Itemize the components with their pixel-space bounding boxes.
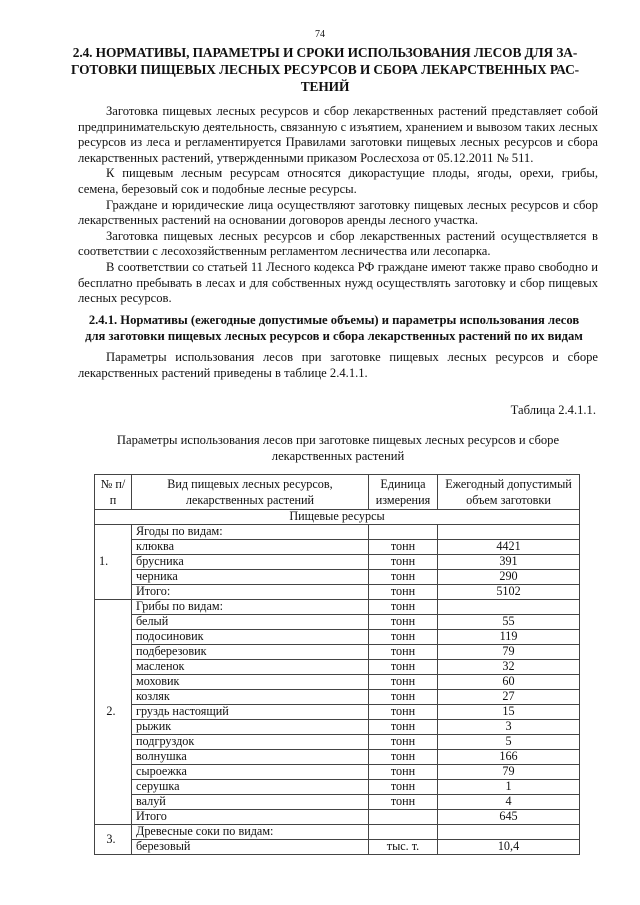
- table-row: [95, 660, 580, 675]
- table-row: [95, 585, 580, 600]
- section-title: [62, 44, 588, 95]
- header-kind: Вид пищевых лесных ресурсов, лекарственных растений: [132, 475, 369, 510]
- resource-name: подгруздок: [132, 735, 369, 750]
- resource-unit: тонн: [369, 675, 438, 690]
- resource-value: 3: [438, 720, 580, 735]
- table-section-row: [95, 510, 580, 525]
- group-unit: тонн: [369, 600, 438, 615]
- table-row: [95, 570, 580, 585]
- resource-name: подосиновик: [132, 630, 369, 645]
- table-row: [95, 720, 580, 735]
- group-number: 3.: [95, 825, 132, 855]
- table-row: [95, 765, 580, 780]
- table-title: Параметры использования лесов при заготовке пищевых лесных ресурсов и сборе лекарственных растений: [116, 433, 560, 463]
- resource-unit: тонн: [369, 540, 438, 555]
- table-row: [95, 555, 580, 570]
- resource-unit: тонн: [369, 645, 438, 660]
- table-row: [95, 780, 580, 795]
- resource-unit: тонн: [369, 690, 438, 705]
- resource-name: козляк: [132, 690, 369, 705]
- paragraph: Заготовка пищевых лесных ресурсов и сбор лекарственных растений представляет собой предпринимательскую деятельность, связанную с изъятием, хранением и вывозом таких лесных ресурсов из леса и регламентируется Правилами заготовки пищевых лесных ресурсов и сбора лекарственных растений, утвержденными приказом Рослесхоза от 05.12.2011 № 511.: [78, 104, 598, 165]
- table-row: [95, 810, 580, 825]
- table-group-row: [95, 600, 580, 615]
- resource-name: Итого:: [132, 585, 369, 600]
- resource-name: волнушка: [132, 750, 369, 765]
- resource-value: 166: [438, 750, 580, 765]
- table-group-row: [95, 825, 580, 840]
- paragraph: В соответствии со статьей 11 Лесного кодекса РФ граждане имеют также право свободно и бесплатно пребывать в лесах и для собственных нужд осуществлять заготовку и сбор пищевых лесных ресурсов.: [78, 259, 598, 306]
- table-row: [95, 705, 580, 720]
- resource-name: груздь настоящий: [132, 705, 369, 720]
- resources-table: [94, 474, 580, 855]
- group-number: 1.: [95, 525, 132, 600]
- section-title-line: ТЕНИЙ: [300, 79, 350, 94]
- section-row-label: Пищевые ресурсы: [95, 510, 580, 525]
- resource-name: серушка: [132, 780, 369, 795]
- subsection-title-line: 2.4.1. Нормативы (ежегодные допустимые объемы) и параметры использования лесов: [88, 313, 580, 327]
- table-header-row: [95, 475, 580, 510]
- table-row: [95, 630, 580, 645]
- resource-value: 27: [438, 690, 580, 705]
- paragraph: Заготовка пищевых лесных ресурсов и сбор лекарственных растений осуществляется в соответствии с лесохозяйственным регламентом лесничества или лесопарка.: [78, 228, 598, 259]
- resource-value: 60: [438, 675, 580, 690]
- resource-unit: тонн: [369, 780, 438, 795]
- resource-name: валуй: [132, 795, 369, 810]
- resource-name: березовый: [132, 840, 369, 855]
- resource-unit: тонн: [369, 795, 438, 810]
- group-value: [438, 600, 580, 615]
- resource-unit: тонн: [369, 750, 438, 765]
- resource-value: 79: [438, 645, 580, 660]
- group-title: Древесные соки по видам:: [132, 825, 369, 840]
- table-row: [95, 615, 580, 630]
- resource-name: рыжик: [132, 720, 369, 735]
- group-value: [438, 825, 580, 840]
- resource-value: 15: [438, 705, 580, 720]
- page-number: 74: [315, 29, 325, 40]
- resource-value: 119: [438, 630, 580, 645]
- resource-name: сыроежка: [132, 765, 369, 780]
- resource-unit: тыс. т.: [369, 840, 438, 855]
- subsection-title-line: для заготовки пищевых лесных ресурсов и сбора лекарственных растений по их видам: [85, 329, 583, 343]
- table-row: [95, 750, 580, 765]
- header-unit: Единица измерения: [369, 475, 438, 510]
- group-title: Грибы по видам:: [132, 600, 369, 615]
- section-title-line: 2.4. НОРМАТИВЫ, ПАРАМЕТРЫ И СРОКИ ИСПОЛЬЗОВАНИЯ ЛЕСОВ ДЛЯ ЗА-: [72, 45, 578, 60]
- resource-unit: тонн: [369, 555, 438, 570]
- resource-name: брусника: [132, 555, 369, 570]
- resource-unit: тонн: [369, 705, 438, 720]
- paragraph: Граждане и юридические лица осуществляют заготовку пищевых лесных ресурсов и сбор лекарственных растений на основании договоров аренды лесного участка.: [78, 197, 598, 228]
- table-body: [95, 510, 580, 855]
- section-title-line: ГОТОВКИ ПИЩЕВЫХ ЛЕСНЫХ РЕСУРСОВ И СБОРА ЛЕКАРСТВЕННЫХ РАС-: [70, 62, 580, 77]
- resource-value: 1: [438, 780, 580, 795]
- subsection-body: [78, 350, 598, 381]
- resource-value: 290: [438, 570, 580, 585]
- resource-unit: тонн: [369, 765, 438, 780]
- resource-name: белый: [132, 615, 369, 630]
- header-volume: Ежегодный допустимый объем заготовки: [438, 475, 580, 510]
- resource-unit: тонн: [369, 660, 438, 675]
- resource-value: 4: [438, 795, 580, 810]
- resource-unit: тонн: [369, 735, 438, 750]
- table-row: [95, 675, 580, 690]
- resource-unit: тонн: [369, 720, 438, 735]
- table-group-row: [95, 525, 580, 540]
- subsection-title: [70, 312, 598, 344]
- resource-value: 79: [438, 765, 580, 780]
- resource-value: 391: [438, 555, 580, 570]
- resource-name: черника: [132, 570, 369, 585]
- group-unit: [369, 825, 438, 840]
- resource-value: 5102: [438, 585, 580, 600]
- table-label: Таблица 2.4.1.1.: [510, 403, 596, 417]
- table-row: [95, 540, 580, 555]
- paragraph: К пищевым лесным ресурсам относятся дикорастущие плоды, ягоды, орехи, грибы, семена, березовый сок и подобные лесные ресурсы.: [78, 166, 598, 196]
- resource-unit: [369, 810, 438, 825]
- resource-unit: тонн: [369, 615, 438, 630]
- resource-value: 645: [438, 810, 580, 825]
- table-row: [95, 840, 580, 855]
- section-body: [78, 104, 598, 307]
- resource-name: клюква: [132, 540, 369, 555]
- resource-value: 5: [438, 735, 580, 750]
- group-number: 2.: [95, 600, 132, 825]
- group-unit: [369, 525, 438, 540]
- resource-value: 32: [438, 660, 580, 675]
- resource-name: моховик: [132, 675, 369, 690]
- resource-value: 4421: [438, 540, 580, 555]
- table-row: [95, 735, 580, 750]
- resource-unit: тонн: [369, 570, 438, 585]
- resource-unit: тонн: [369, 585, 438, 600]
- resource-name: подберезовик: [132, 645, 369, 660]
- resource-name: масленок: [132, 660, 369, 675]
- group-value: [438, 525, 580, 540]
- resource-value: 10,4: [438, 840, 580, 855]
- resource-value: 55: [438, 615, 580, 630]
- resource-name: Итого: [132, 810, 369, 825]
- resource-unit: тонн: [369, 630, 438, 645]
- table-row: [95, 690, 580, 705]
- table-row: [95, 645, 580, 660]
- paragraph: Параметры использования лесов при заготовке пищевых лесных ресурсов и сборе лекарственных растений приведены в таблице 2.4.1.1.: [78, 350, 598, 380]
- table-row: [95, 795, 580, 810]
- header-num: № п/п: [95, 475, 132, 510]
- group-title: Ягоды по видам:: [132, 525, 369, 540]
